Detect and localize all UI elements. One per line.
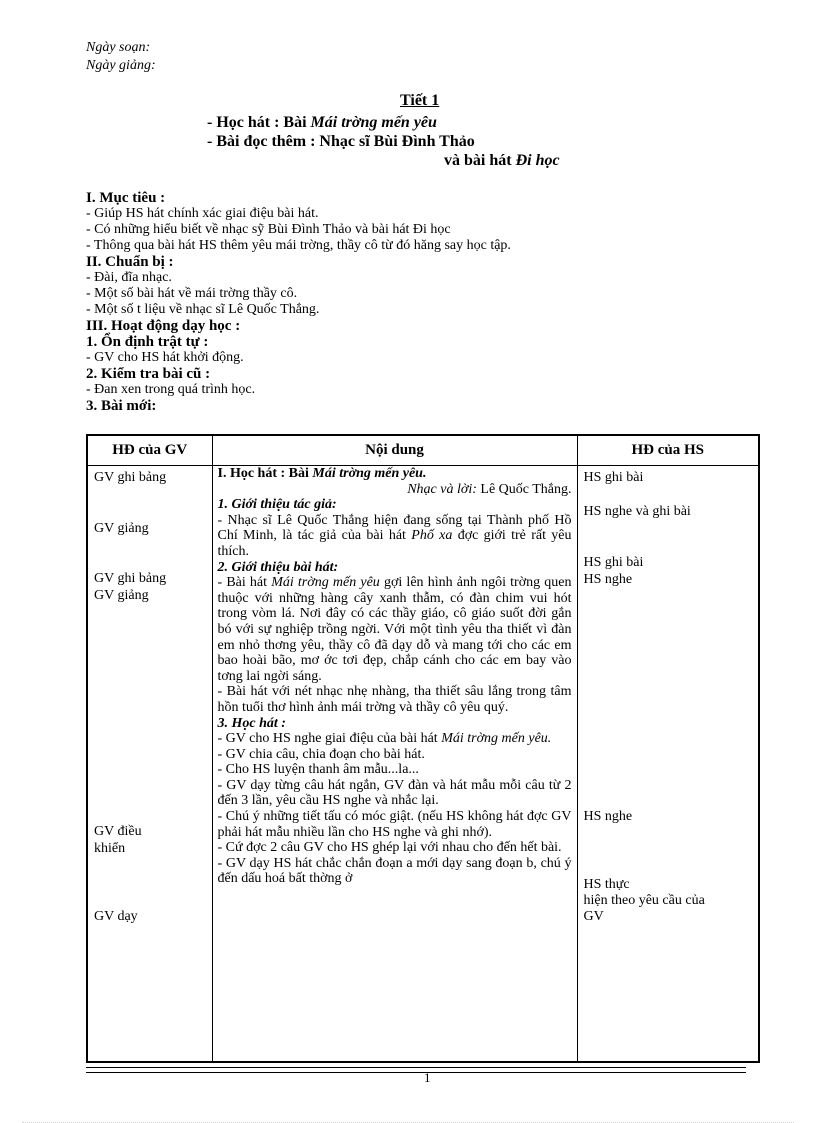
gv-note: GV điều [94, 824, 142, 839]
hs-note: HS nghe [583, 572, 633, 587]
author-song: Phố xa [411, 528, 453, 544]
table-header-row [87, 435, 759, 466]
song-text-b: gợi lên hình ảnh ngôi trờng quen thuộc với những hàng cây xanh thẫm, có đàn chim vui hót trong vòm lá. Nơi đây có các thầy giáo, cô giáo suốt đời gắn bó với sự nghiệp trồng ngời. Với một tình yêu tha thiết vì đàn em nhỏ thơng yêu, thầy cô đã dạy dỗ và mang tới cho các em bao hoài bão, mơ ớc tơi đẹp, chắp cánh cho các em bay vào tơng lai ngời sáng. [217, 575, 572, 684]
section-song-heading: 2. Giới thiệu bài hát: [217, 559, 339, 575]
footer-rule-bottom [86, 1072, 746, 1073]
section-song-text [218, 575, 572, 684]
title-song-1: Mái trờng mến yêu [310, 114, 437, 131]
learning-step: - GV chia câu, chia đoạn cho bài hát. [217, 746, 425, 762]
activities-heading: III. Hoạt động dạy học : [86, 318, 241, 334]
gv-note: GV ghi bảng [94, 470, 167, 485]
order-heading: 1. Ổn định trật tự : [86, 334, 209, 350]
song-title-inline: Mái trờng mến yêu [271, 575, 380, 591]
preparation-item: - Đài, đĩa nhạc. [86, 270, 172, 285]
objectives-heading: I. Mục tiêu : [86, 190, 166, 206]
teacher-activity-cell [87, 466, 212, 1063]
learning-step: - GV dạy HS hát chắc chắn đoạn a mới dạy sang đoạn b, chú ý đến dấu hoá bất thờng ở [217, 855, 572, 887]
preparation-item: - Một số bài hát về mái trờng thầy cô. [86, 286, 298, 301]
hs-note: HS ghi bài [583, 555, 644, 570]
section-author-heading: 1. Giới thiệu tác giả: [217, 497, 337, 513]
lesson-table [86, 434, 760, 1063]
title-line-1-prefix: - Học hát : Bài [207, 114, 311, 131]
credit-name: Lê Quốc Thắng. [476, 481, 572, 497]
table-body-row [87, 466, 759, 1063]
content-cell [212, 466, 577, 1063]
footer-rule-top [86, 1067, 746, 1068]
gv-note: khiển [94, 841, 126, 856]
objective-item: - Giúp HS hát chính xác giai điệu bài hát. [86, 206, 319, 221]
objective-item: - Thông qua bài hát HS thêm yêu mái trờng, thầy cô từ đó hăng say học tập. [86, 238, 511, 253]
page-number: 1 [424, 1070, 431, 1085]
hs-note: HS thực [583, 877, 630, 892]
content-title-song: Mái trờng mến yêu. [312, 466, 427, 481]
header-hs: HĐ của HS [577, 435, 759, 466]
order-item: - GV cho HS hát khởi động. [86, 350, 244, 365]
learning-step [218, 731, 572, 747]
preparation-heading: II. Chuẩn bị : [86, 254, 174, 270]
title-line-3 [444, 152, 560, 170]
learning-step: - Cho HS luyện thanh âm mẫu...la... [217, 762, 419, 778]
new-lesson-heading: 3. Bài mới: [86, 398, 157, 414]
learning-song: Mái trờng mến yêu. [441, 731, 552, 747]
hs-note: HS ghi bài [583, 470, 644, 485]
ngay-giang: Ngày giảng: [86, 58, 156, 73]
ngay-soan: Ngày soạn: [86, 40, 151, 55]
content-title [218, 466, 572, 482]
gv-note: GV dạy [94, 909, 138, 924]
title-line-1 [207, 114, 437, 132]
hs-note: hiện theo yêu cầu của [583, 893, 705, 908]
preparation-item: - Một số t liệu về nhạc sĩ Lê Quốc Thắng. [86, 302, 320, 317]
review-item: - Đan xen trong quá trình học. [86, 382, 256, 397]
lesson-number: Tiết 1 [400, 92, 440, 109]
objective-item: - Có những hiểu biết về nhạc sỹ Bùi Đình Thảo và bài hát Đi học [86, 222, 451, 237]
review-heading: 2. Kiểm tra bài cũ : [86, 366, 211, 382]
content-title-prefix: I. Học hát : Bài [217, 466, 313, 481]
learning-step-a: - GV cho HS nghe giai điệu của bài hát [217, 731, 442, 747]
author-text-b: đợc giới trẻ rất yêu thích. [217, 528, 572, 559]
title-line-3-prefix: và bài hát [444, 152, 516, 169]
learning-step: - GV dạy từng câu hát ngắn, GV đàn và hát mẫu mỗi câu từ 2 đến 3 lần, yêu cầu HS nghe và nhắc lại. [217, 777, 572, 809]
hs-note: GV [583, 909, 604, 924]
hs-note: HS nghe [583, 809, 633, 824]
section-song-text-2: - Bài hát với nét nhạc nhẹ nhàng, tha thiết sâu lắng trong tâm hồn tuổi thơ hình ảnh mái trờng và thầy cô yêu quý. [217, 684, 572, 715]
gv-note: GV giảng [94, 588, 149, 603]
gv-note: GV giảng [94, 521, 149, 536]
section-learning-heading: 3. Học hát : [217, 715, 286, 731]
hs-note: HS nghe và ghi bài [583, 504, 691, 519]
header-noi-dung: Nội dung [212, 435, 577, 466]
song-text-a: - Bài hát [217, 575, 272, 591]
section-author-text [218, 513, 572, 560]
objectives-section [86, 190, 511, 414]
content-credit [218, 482, 572, 498]
gv-note: GV ghi bảng [94, 571, 167, 586]
learning-step: - Chú ý những tiết tấu có móc giật. (nếu HS không hát đợc GV phải hát mẫu nhiều lần cho HS nghe và ghi nhớ). [217, 809, 572, 840]
learning-step: - Cứ đợc 2 câu GV cho HS ghép lại với nhau cho đến hết bài. [217, 840, 562, 856]
title-line-2: - Bài đọc thêm : Nhạc sĩ Bùi Đình Thảo [207, 133, 475, 150]
credit-label: Nhạc và lời: [407, 481, 477, 497]
student-activity-cell [577, 466, 759, 1063]
author-text-a: - Nhạc sĩ Lê Quốc Thắng hiện đang sống tại Thành phố Hồ Chí Minh, là tác giả của bài hát [217, 512, 572, 544]
header-gv: HĐ của GV [87, 435, 212, 466]
title-song-2: Đi học [515, 152, 560, 169]
